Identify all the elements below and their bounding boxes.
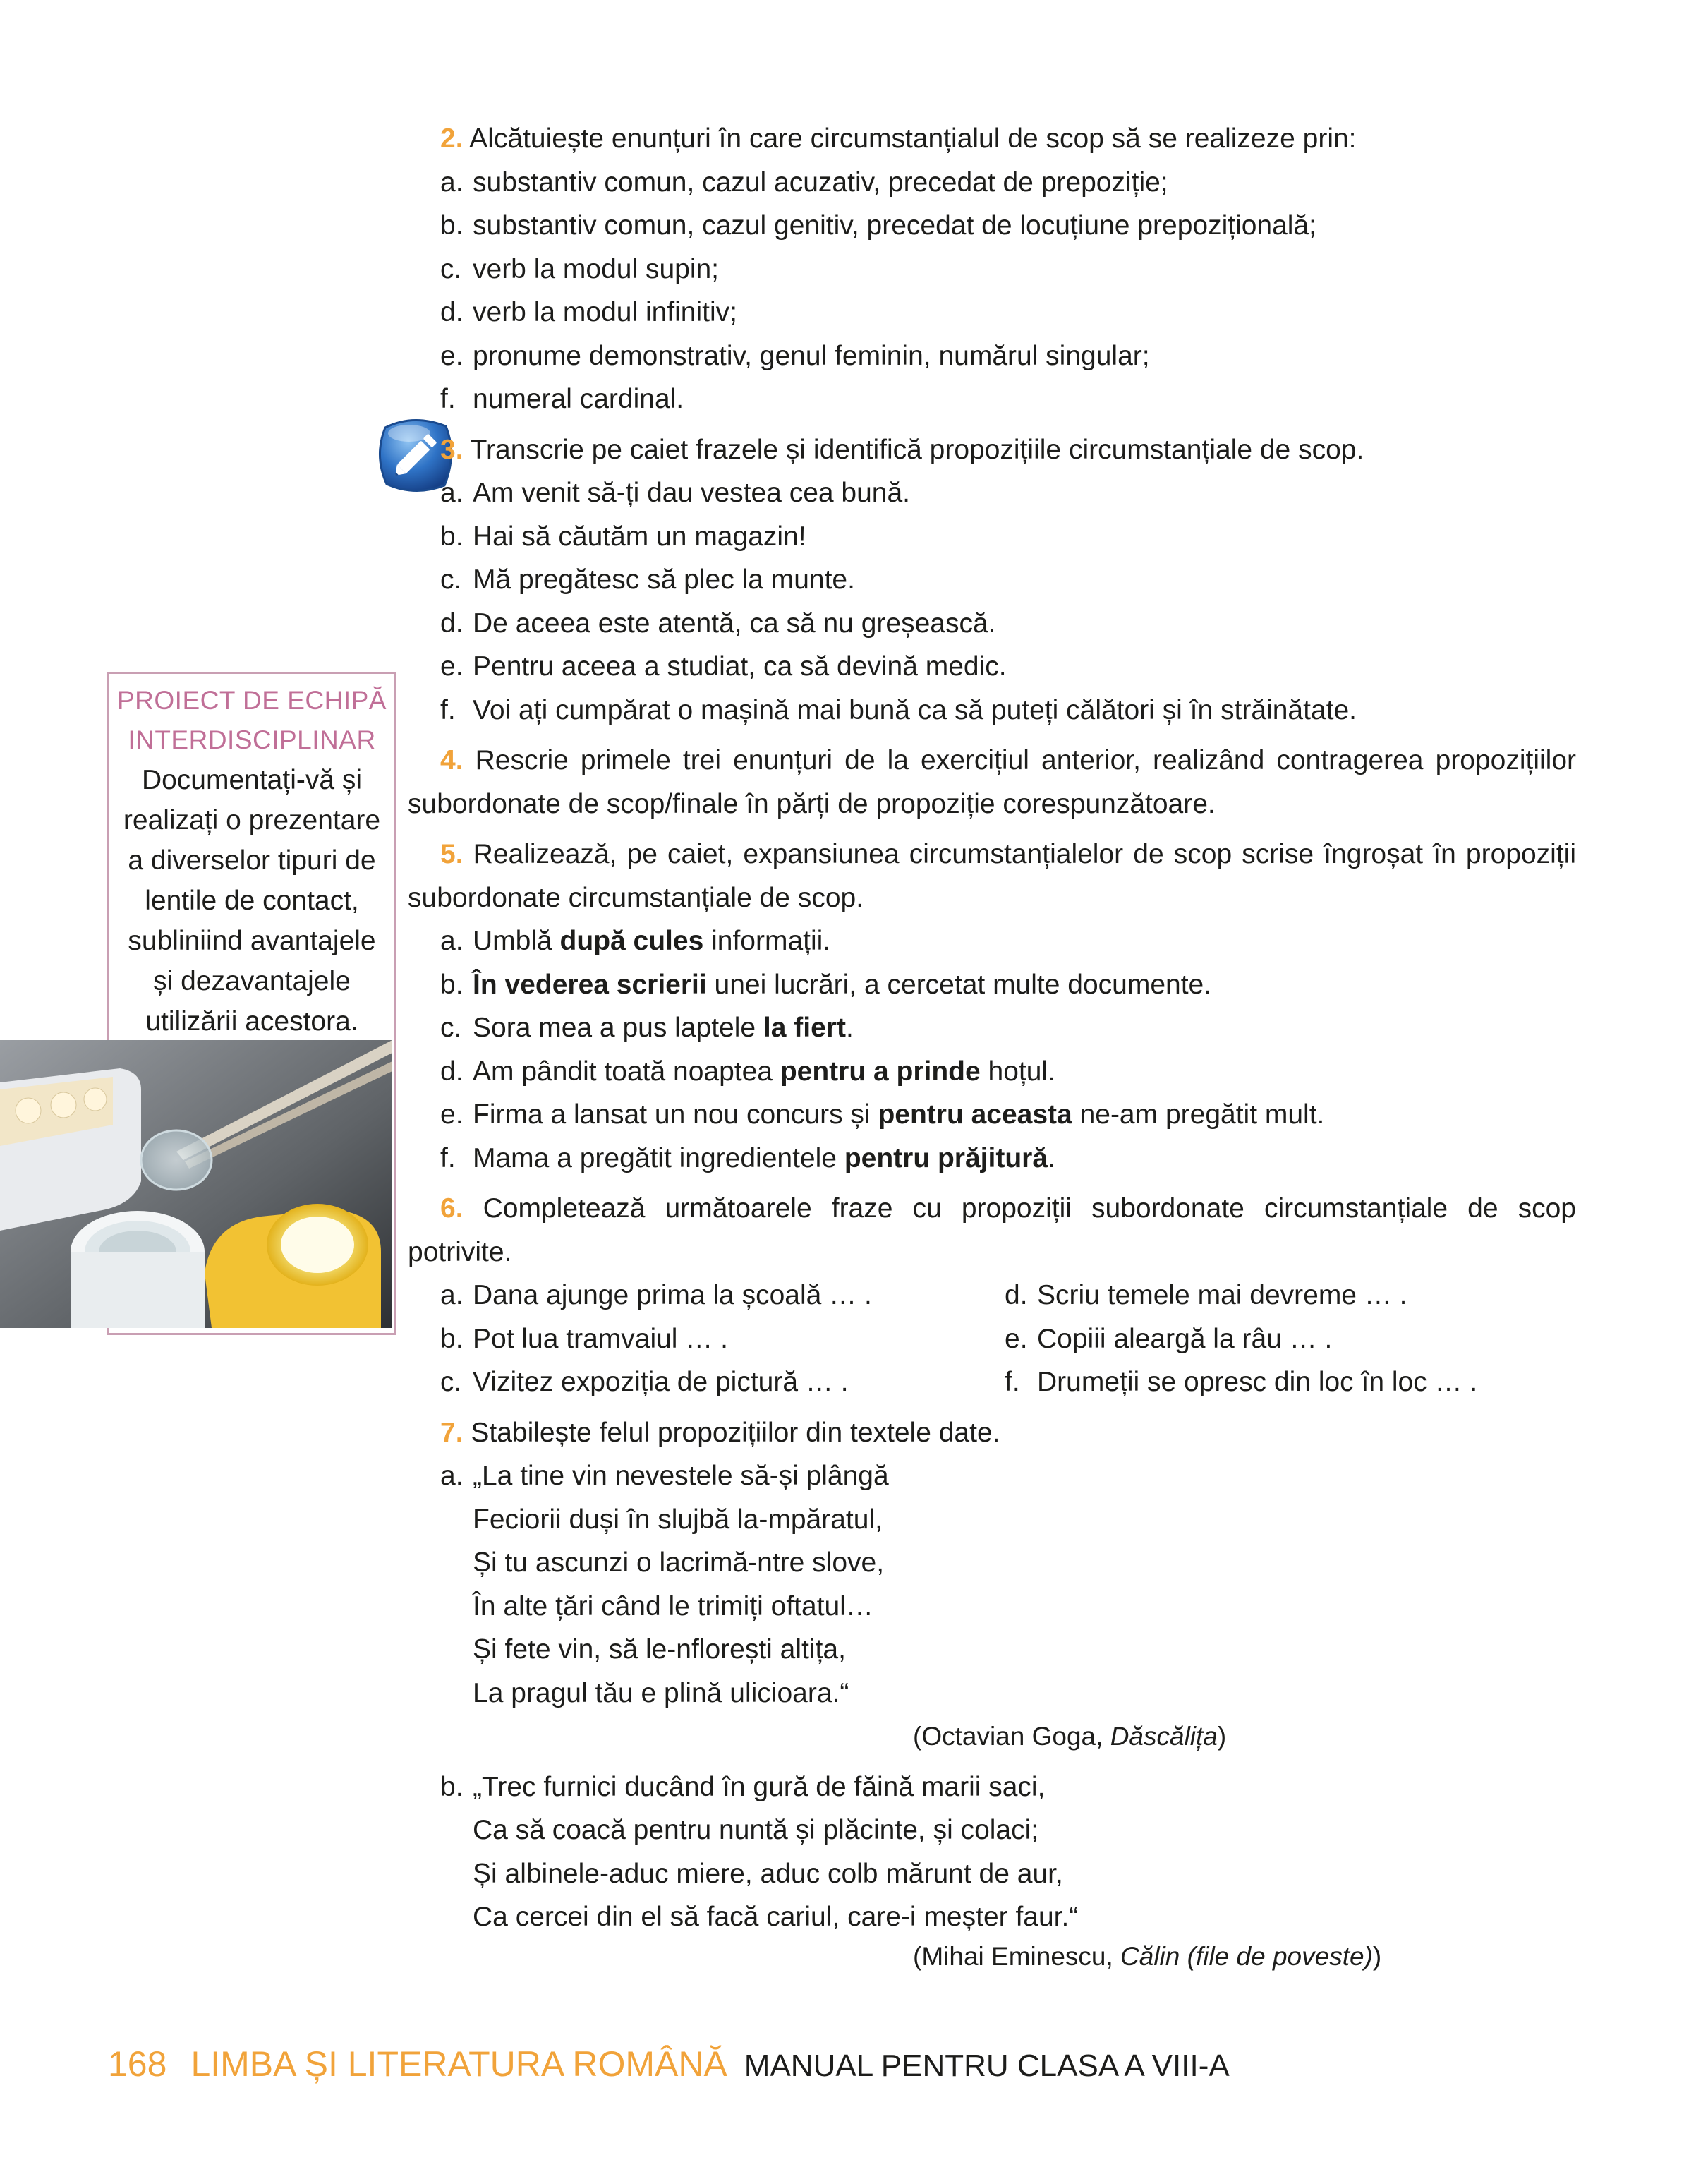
- page-number: 168: [108, 2044, 167, 2084]
- exercise-number: 2.: [440, 123, 464, 154]
- exercise-number: 4.: [440, 745, 464, 775]
- exercise-instruction: Rescrie primele trei enunțuri de la exercițiul anterior, realizând contragerea propozițiilor subordonate de scop/finale în părți de propoziție corespunzătoare.: [408, 745, 1576, 819]
- sidebar-text: Documentați-vă și realizați o prezentare a diverselor tipuri de lentile de contact, subliniind avantajele și dezavantajele utilizării acestora.: [123, 765, 381, 1037]
- list-item: f. Mama a pregătit ingredientele pentru prăjitură.: [440, 1142, 1055, 1173]
- list-item: d. Scriu temele mai devreme … .: [1005, 1280, 1407, 1310]
- source-citation: (Octavian Goga, Dăscălița): [913, 1722, 1227, 1751]
- contact-lens-photo: [0, 1040, 392, 1328]
- list-item: b. Pot lua tramvaiul … .: [440, 1323, 728, 1354]
- sidebar-title: PROIECT DE ECHIPĂ INTERDISCIPLINAR: [116, 686, 387, 754]
- subject-title: LIMBA ȘI LITERATURA ROMÂNĂ: [190, 2044, 727, 2084]
- poem-line: Și tu ascunzi o lacrimă-ntre slove,: [473, 1547, 885, 1578]
- list-item: f. Drumeții se opresc din loc în loc … .: [1005, 1367, 1478, 1397]
- poem-excerpt-b: b. „Trec furnici ducând în gură de făină marii saci, Ca să coacă pentru nuntă și plăcinte, și colaci; Și albinele-aduc miere, aduc colb mărunt de aur, Ca cercei din el să facă cariul, care-i meșter faur.“: [440, 1765, 1576, 1939]
- list-item: c. Mă pregătesc să plec la munte.: [440, 565, 855, 595]
- poem-line: „La tine vin nevestele să-și plângă: [473, 1461, 889, 1491]
- manual-label: MANUAL PENTRU CLASA A VIII-A: [744, 2048, 1230, 2083]
- list-item: c. Sora mea a pus laptele la fiert.: [440, 1013, 854, 1043]
- poem-line: În alte țări când le trimiți oftatul…: [473, 1590, 873, 1622]
- poem-line: Și albinele-aduc miere, aduc colb mărunt de aur,: [473, 1858, 1063, 1889]
- list-item: b. Hai să căutăm un magazin!: [440, 521, 806, 552]
- poem-line: Ca să coacă pentru nuntă și plăcinte, și colaci;: [473, 1815, 1039, 1845]
- exercise-number: 3.: [440, 434, 464, 465]
- list-item: a. Dana ajunge prima la școală … .: [440, 1280, 872, 1310]
- list-item: e. Copiii aleargă la râu … .: [1005, 1323, 1333, 1354]
- list-item: b. substantiv comun, cazul genitiv, precedat de locuțiune prepozițională;: [440, 210, 1316, 241]
- page-footer: [108, 2039, 1230, 2091]
- list-item: f. numeral cardinal.: [440, 384, 684, 414]
- list-item: a. Am venit să-ți dau vestea cea bună.: [440, 478, 911, 508]
- list-item: c. Vizitez expoziția de pictură … .: [440, 1367, 849, 1397]
- poem-line: Și fete vin, să le-nflorești altița,: [473, 1634, 846, 1665]
- exercise-number: 7.: [440, 1417, 464, 1448]
- list-item: a. substantiv comun, cazul acuzativ, precedat de prepoziție;: [440, 167, 1168, 198]
- poem-line: Feciorii duși în slujbă la-mpăratul,: [473, 1504, 883, 1535]
- exercise-5: [408, 833, 1576, 1180]
- list-item: f. Voi ați cumpărat o mașină mai bună ca să puteți călători și în străinătate.: [440, 694, 1357, 725]
- exercise-number: 5.: [440, 839, 464, 869]
- poem-excerpt-a: a. „La tine vin nevestele să-și plângă Feciorii duși în slujbă la-mpăratul, Și tu ascunzi o lacrimă-ntre slove, În alte țări când le trimiți oftatul… Și fete vin, să le-nflorești altița, La pragul tău e plină ulicioara.“: [440, 1454, 1576, 1715]
- exercise-4: [408, 739, 1576, 826]
- poem-line: La pragul tău e plină ulicioara.“: [473, 1677, 849, 1708]
- list-item: e. pronume demonstrativ, genul feminin, numărul singular;: [440, 340, 1150, 371]
- list-item: d. De aceea este atentă, ca să nu greșească.: [440, 608, 996, 639]
- poem-line: „Trec furnici ducând în gură de făină marii saci,: [473, 1771, 1046, 1802]
- exercise-7: [440, 1411, 1576, 1979]
- exercise-instruction: Completează următoarele fraze cu propoziții subordonate circumstanțiale de scop potrivite.: [408, 1193, 1576, 1267]
- exercise-instruction: Transcrie pe caiet frazele și identifică propozițiile circumstanțiale de scop.: [470, 434, 1364, 465]
- exercise-2: [440, 117, 1576, 421]
- list-item: b. În vederea scrierii unei lucrări, a cercetat multe documente.: [440, 969, 1212, 1000]
- list-item: d. verb la modul infinitiv;: [440, 297, 737, 327]
- exercise-content: [408, 117, 1576, 1978]
- exercise-instruction: Stabilește felul propozițiilor din textele date.: [471, 1417, 1000, 1448]
- list-item: e. Firma a lansat un nou concurs și pentru aceasta ne-am pregătit mult.: [440, 1099, 1325, 1130]
- list-item: a. Umblă după cules informații.: [440, 926, 831, 956]
- source-citation: (Mihai Eminescu, Călin (file de poveste)): [913, 1941, 1382, 1971]
- list-item: e. Pentru aceea a studiat, ca să devină medic.: [440, 651, 1007, 682]
- exercise-number: 6.: [440, 1193, 464, 1224]
- poem-line: Ca cercei din el să facă cariul, care-i meșter faur.“: [473, 1902, 1079, 1932]
- list-item: d. Am pândit toată noaptea pentru a prinde hoțul.: [440, 1056, 1055, 1087]
- exercise-instruction: Realizează, pe caiet, expansiunea circumstanțialelor de scop scrise îngroșat în propoziții subordonate circumstanțiale de scop.: [408, 839, 1576, 913]
- list-item: c. verb la modul supin;: [440, 253, 720, 284]
- exercise-instruction: Alcătuiește enunțuri în care circumstanțialul de scop să se realizeze prin:: [469, 123, 1357, 154]
- exercise-6: [408, 1187, 1576, 1404]
- exercise-3: [440, 428, 1576, 732]
